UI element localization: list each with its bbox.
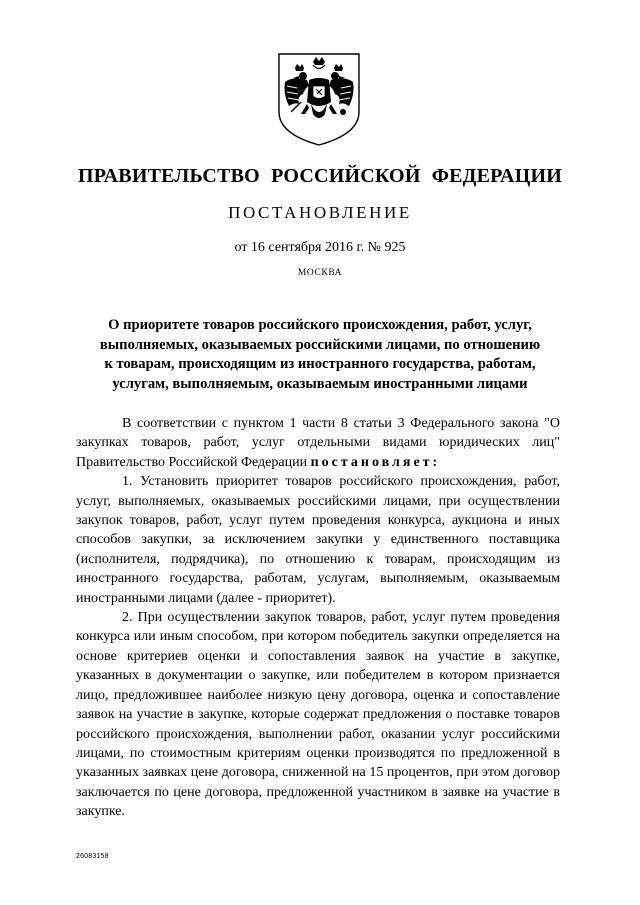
title-line: выполняемых, оказываемых российскими лицами, по отношению	[99, 336, 541, 353]
preamble-paragraph	[76, 414, 560, 472]
title-line: О приоритете товаров российского происхождения, работ, услуг,	[108, 317, 532, 333]
government-title: ПРАВИТЕЛЬСТВО РОССИЙСКОЙ ФЕДЕРАЦИИ	[78, 165, 562, 187]
document-code: 26083158	[76, 853, 109, 860]
title-line: услугам, выполняемым, оказываемым иностранными лицами	[112, 375, 528, 392]
document-body	[76, 414, 560, 822]
paragraph-2: 2. При осуществлении закупок товаров, работ, услуг путем проведения конкурса или иным способом, при котором победитель закупки определяется на основе критериев оценки и сопоставления заявок на участие в закупке, указанных в документации о закупке, или победителем в котором признается лицо, предложившее наиболее низкую цену договора, оценка и сопоставление заявок на участие в закупке, которые содержат предложения о поставке товаров российского происхождения, выполнении работ, оказании услуг российскими лицами, по стоимостным критериям оценки производятся по предложенной в указанных заявках цене договора, сниженной на 15 процентов, при этом договор заключается по цене договора, предложенной участником в заявке на участие в закупке.	[76, 610, 560, 820]
document-title	[76, 316, 564, 394]
decree-city: МОСКВА	[297, 268, 343, 278]
coat-of-arms-icon	[273, 50, 365, 148]
title-line: к товарам, происходящим из иностранного государства, работам,	[104, 356, 536, 372]
paragraph-1: 1. Установить приоритет товаров российского происхождения, работ, услуг, выполняемых, оказываемых российскими лицами, при осуществлении закупок товаров, работ, услуг путем проведения конкурса, аукциона и иных способов закупки, за исключением закупки у единственного поставщика (исполнителя, подрядчика), по отношению к товарам, происходящим из иностранного государства, работам, услугам, выполняемым, оказываемым иностранными лицами (далее - приоритет).	[76, 474, 560, 606]
preamble-text: В соответствии с пунктом 1 части 8 статьи 3 Федерального закона "О закупках товаров, работ, услуг отдельными видами юридических лиц" Правительство Российской Федерации	[76, 416, 560, 470]
document-type: ПОСТАНОВЛЕНИЕ	[228, 203, 412, 222]
decree-date: от 16 сентября 2016 г. № 925	[234, 240, 406, 255]
preamble-emphasis: постановляет:	[310, 454, 441, 470]
